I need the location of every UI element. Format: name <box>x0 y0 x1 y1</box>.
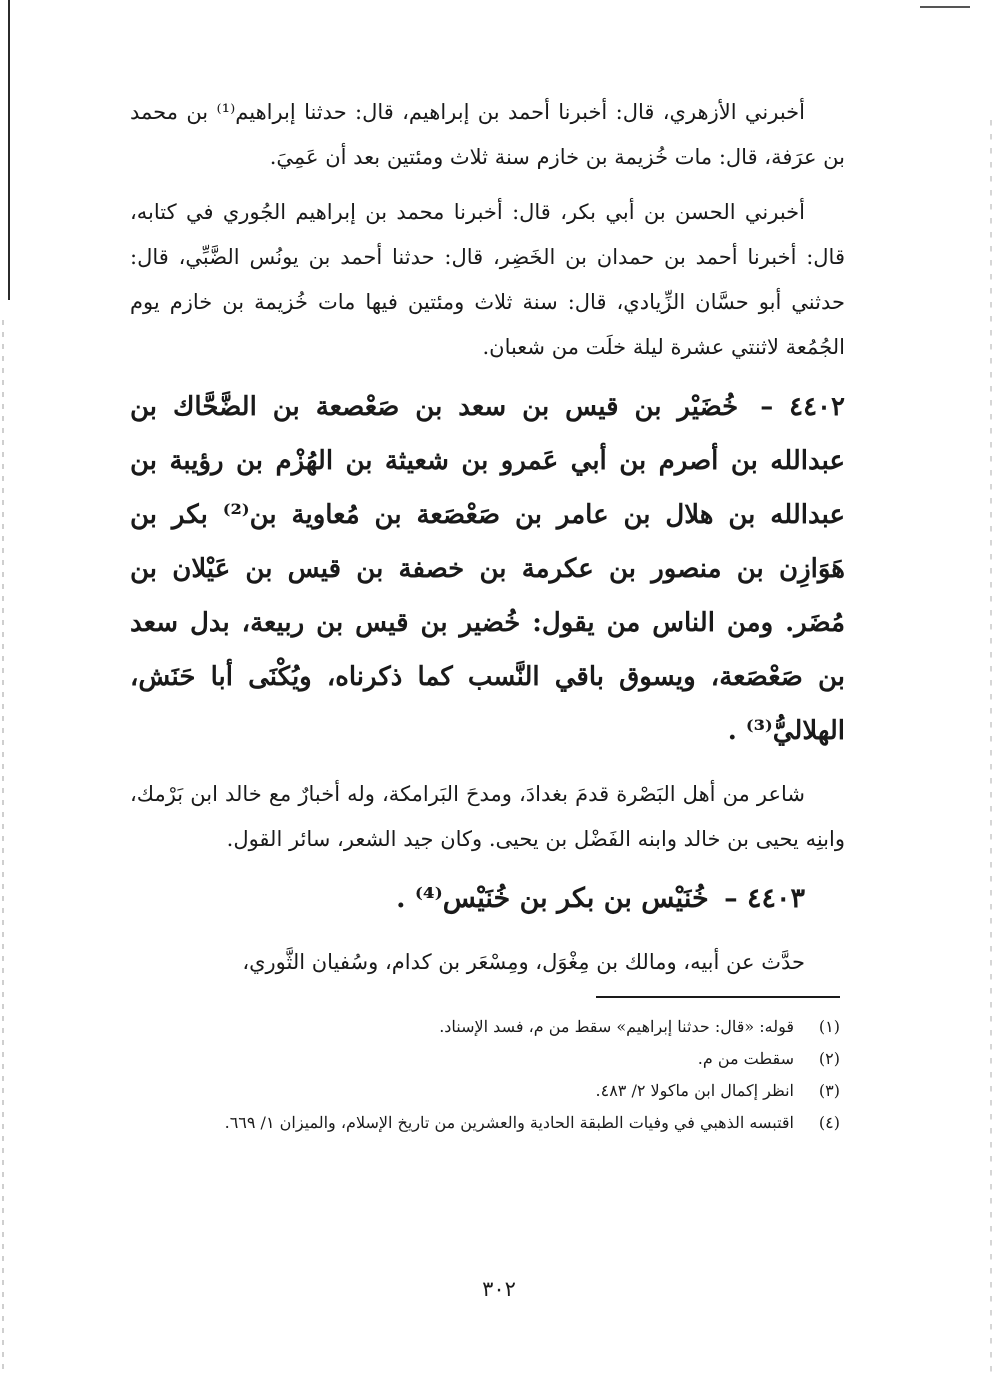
scan-dots-left <box>2 320 4 1370</box>
footnote-text: قوله: «قال: حدثنا إبراهيم» سقط من م، فسد الإسناد. <box>439 1017 794 1036</box>
footnote-marker: (٤) <box>818 1113 840 1132</box>
entry-4403-text: خُنَيْس بن بكر بن خُنَيْس⁽⁴⁾ . <box>396 883 709 914</box>
page-body <box>130 90 845 995</box>
entry-4403-number: ٤٤٠٣ – <box>724 883 805 914</box>
footnote-marker: (٢) <box>818 1049 840 1068</box>
entry-4402-number: ٤٤٠٢ – <box>760 392 845 422</box>
entry-4402-text: خُضَيْر بن قيس بن سعد بن صَعْصعة بن الضَّحَّاك بن عبدالله بن أصرم بن أبي عَمرو بن شعيثة بن الهُزْم بن رؤيبة بن عبدالله بن هلال بن عامر بن صَعْصَعة بن مُعاوية بن⁽²⁾ بكر بن هَوَازِن بن منصور بن عكرمة بن خصفة بن قيس بن عَيْلان بن مُضَر. ومن الناس من يقول: خُضير بن قيس بن ربيعة، بدل سعد بن صَعْصَعة، ويسوق باقي النَّسب كما ذكرناه، ويُكْنَى أبا حَنَش، الهلاليُّ⁽³⁾ . <box>130 392 845 746</box>
footnote-1 <box>125 1012 840 1042</box>
entry-4402-bio: شاعر من أهل البَصْرة قدمَ بغدادَ، ومدحَ البَرامكة، وله أخبارٌ مع خالد ابن بَرْمك، وابنِه يحيى بن خالد وابنه الفَضْل بن يحيى. وكان جيد الشعر، سائر القول. <box>130 782 845 851</box>
footnote-text: انظر إكمال ابن ماكولا ٢/ ٤٨٣. <box>595 1081 794 1100</box>
footnote-divider <box>596 996 840 998</box>
footnote-marker: (٣) <box>818 1081 840 1100</box>
scan-dots-right <box>990 120 992 1380</box>
entry-4403 <box>130 872 845 926</box>
corner-mark <box>920 6 970 8</box>
footnote-marker: (١) <box>818 1017 840 1036</box>
footnote-4 <box>125 1108 840 1138</box>
entry-4402 <box>130 380 845 758</box>
paragraph-2: أخبرني الحسن بن أبي بكر، قال: أخبرنا محمد بن إبراهيم الجُوري في كتابه، قال: أخبرنا أحمد بن حمدان بن الخَضِر، قال: حدثنا أحمد بن يونُس الضَّبِّي، قال: حدثني أبو حسَّان الزِّيادي، قال: سنة ثلاث ومئتين فيها مات خُزيمة بن خازم يوم الجُمُعة لاثنتي عشرة ليلة خلَت من شعبان. <box>130 200 845 359</box>
footnote-2 <box>125 1044 840 1074</box>
footnote-text: اقتبسه الذهبي في وفيات الطبقة الحادية والعشرين من تاريخ الإسلام، والميزان ١/ ٦٦٩. <box>224 1113 794 1132</box>
paragraph-1: أخبرني الأزهري، قال: أخبرنا أحمد بن إبراهيم، قال: حدثنا إبراهيم⁽¹⁾ بن محمد بن عرَفة، قال: مات خُزيمة بن خازم سنة ثلاث ومئتين بعد أن عَمِيَ. <box>130 100 845 169</box>
footnote-text: سقطت من م. <box>697 1049 794 1068</box>
footnotes <box>125 1012 840 1140</box>
page-number: ٣٠٢ <box>482 1277 516 1301</box>
scan-edge-left <box>8 0 10 300</box>
entry-4403-bio: حدَّث عن أبيه، ومالك بن مِغْوَل، ومِسْعَر بن كدام، وسُفيان الثَّوري، <box>242 950 805 974</box>
footnote-3 <box>125 1076 840 1106</box>
